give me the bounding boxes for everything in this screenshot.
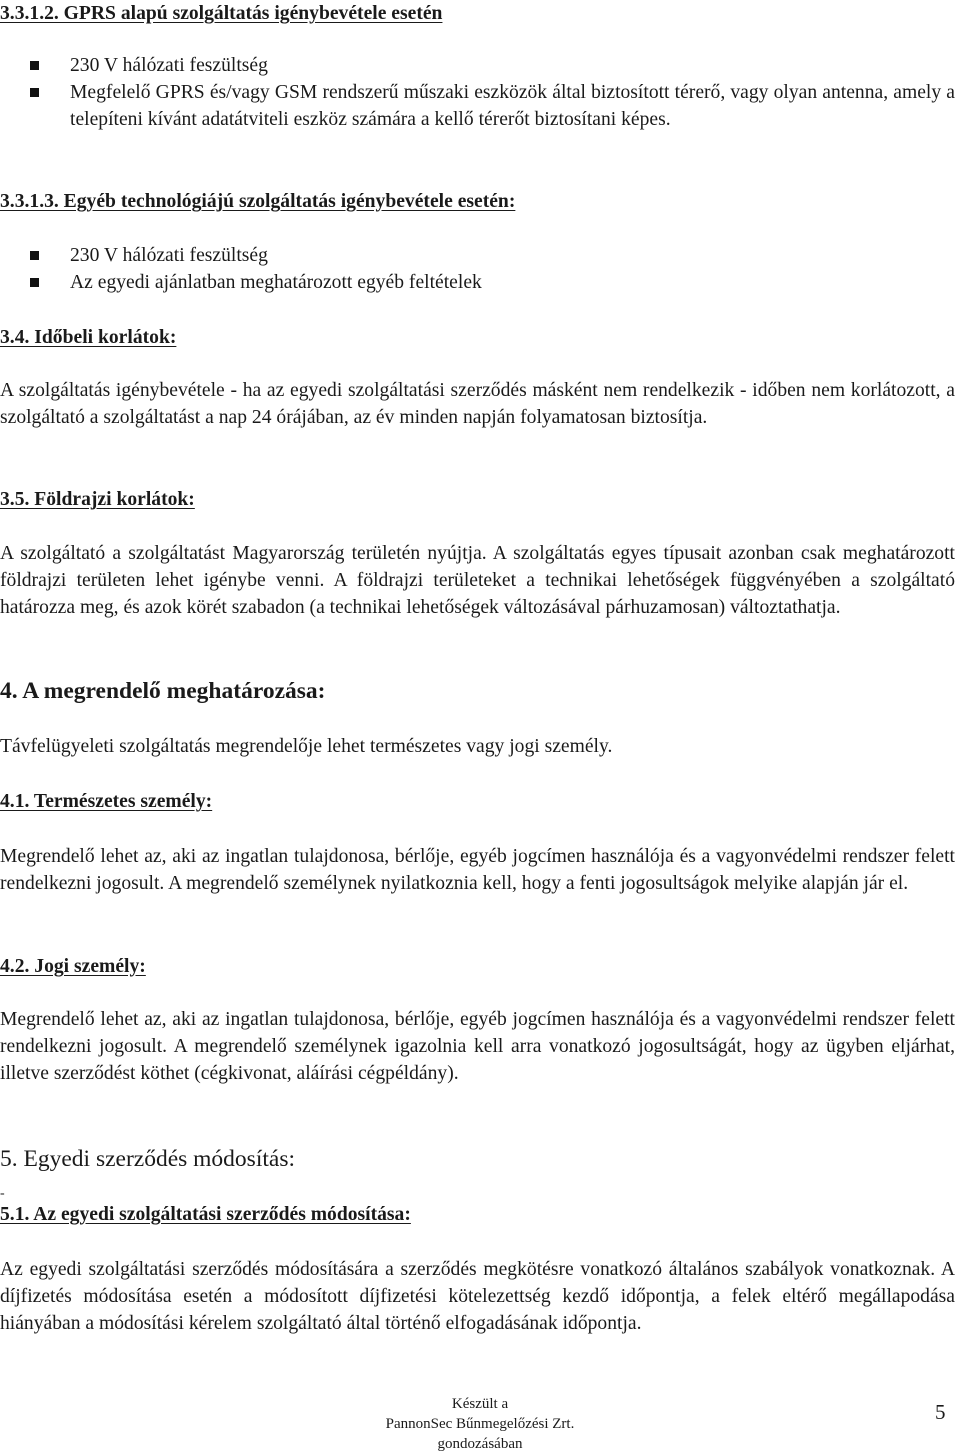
paragraph: Az egyedi szolgáltatási szerződés módosítására a szerződés megkötésre vonatkozó általános szabályok vonatkoznak. A díjfizetés módosítása esetén a módosított díjfizetési kötelezettség kezdő időpontja, a felek eltérő megállapodása hiányában a módosítási kérelem szolgáltató által történő elfogadásának időpontja.: [0, 1259, 955, 1334]
paragraph: A szolgáltató a szolgáltatást Magyarország területén nyújtja. A szolgáltatás egyes típusait azonban csak meghatározott földrajzi területen lehet igénybe venni. A földrajzi területeket a technikai lehetőségek függvényében a szolgáltató határozza meg, és azok körét szabadon (a technikai lehetőségek változásával párhuzamosan) változtathatja.: [0, 543, 955, 618]
bullet-icon: [30, 278, 39, 287]
section-heading-4-2: 4.2. Jogi személy:: [0, 956, 146, 977]
paragraph: Megrendelő lehet az, aki az ingatlan tulajdonosa, bérlője, egyéb jogcímen használója és a vagyonvédelmi rendszer felett rendelkezni jogosult. A megrendelő személynek igazolnia kell arra vonatkozó jogosultságát, hogy az ügyben eljárhat, illetve szerződést köthet (cégkivonat, aláírási cégpéldány).: [0, 1009, 955, 1084]
bullet-icon: [30, 251, 39, 260]
bullet-text: Megfelelő GPRS és/vagy GSM rendszerű műszaki eszközök által biztosított térerő, vagy olyan antenna, amely a telepíteni kívánt adatátviteli eszköz számára a kellő térerőt biztosítani képes.: [70, 82, 955, 130]
section-heading-3-5: 3.5. Földrajzi korlátok:: [0, 489, 195, 510]
paragraph: A szolgáltatás igénybevétele - ha az egyedi szolgáltatási szerződés másként nem rendelkezik - időben nem korlátozott, a szolgáltató a szolgáltatást a nap 24 órájában, az év minden napján folyamatosan biztosítja.: [0, 380, 955, 428]
section-heading-3-4: 3.4. Időbeli korlátok:: [0, 327, 177, 348]
section-heading-4-1: 4.1. Természetes személy:: [0, 791, 213, 812]
bullet-icon: [30, 61, 39, 70]
bullet-text: Az egyedi ajánlatban meghatározott egyéb feltételek: [70, 272, 482, 293]
footer-line: gondozásában: [437, 1436, 523, 1452]
bullet-text: 230 V hálózati feszültség: [70, 55, 268, 76]
section-heading-3-3-1-3: 3.3.1.3. Egyéb technológiájú szolgáltatás igénybevétele esetén:: [0, 191, 516, 212]
footer-company: PannonSec Bűnmegelőzési Zrt.: [385, 1416, 575, 1432]
section-heading-5: 5. Egyedi szerződés módosítás:: [0, 1146, 295, 1172]
bullet-text: 230 V hálózati feszültség: [70, 245, 268, 266]
paragraph: Megrendelő lehet az, aki az ingatlan tulajdonosa, bérlője, egyéb jogcímen használója és a vagyonvédelmi rendszer felett rendelkezni jogosult. A megrendelő személynek nyilatkoznia kell, hogy a fenti jogosultságok melyike alapján jár el.: [0, 846, 955, 894]
section-heading-3-3-1-2: 3.3.1.2. GPRS alapú szolgáltatás igénybevétele esetén: [0, 3, 443, 24]
section-heading-5-1: 5.1. Az egyedi szolgáltatási szerződés módosítása:: [0, 1204, 411, 1225]
section-heading-4-text: 4. A megrendelő meghatározása:: [0, 678, 326, 704]
bullet-icon: [30, 88, 39, 97]
stray-dash: -: [0, 1186, 5, 1201]
page-number: 5: [935, 1400, 946, 1424]
footer-line: Készült a: [451, 1396, 509, 1412]
paragraph: Távfelügyeleti szolgáltatás megrendelője lehet természetes vagy jogi személy.: [0, 736, 613, 757]
section-heading-4: [0, 677, 325, 705]
page-footer: [280, 1394, 680, 1454]
